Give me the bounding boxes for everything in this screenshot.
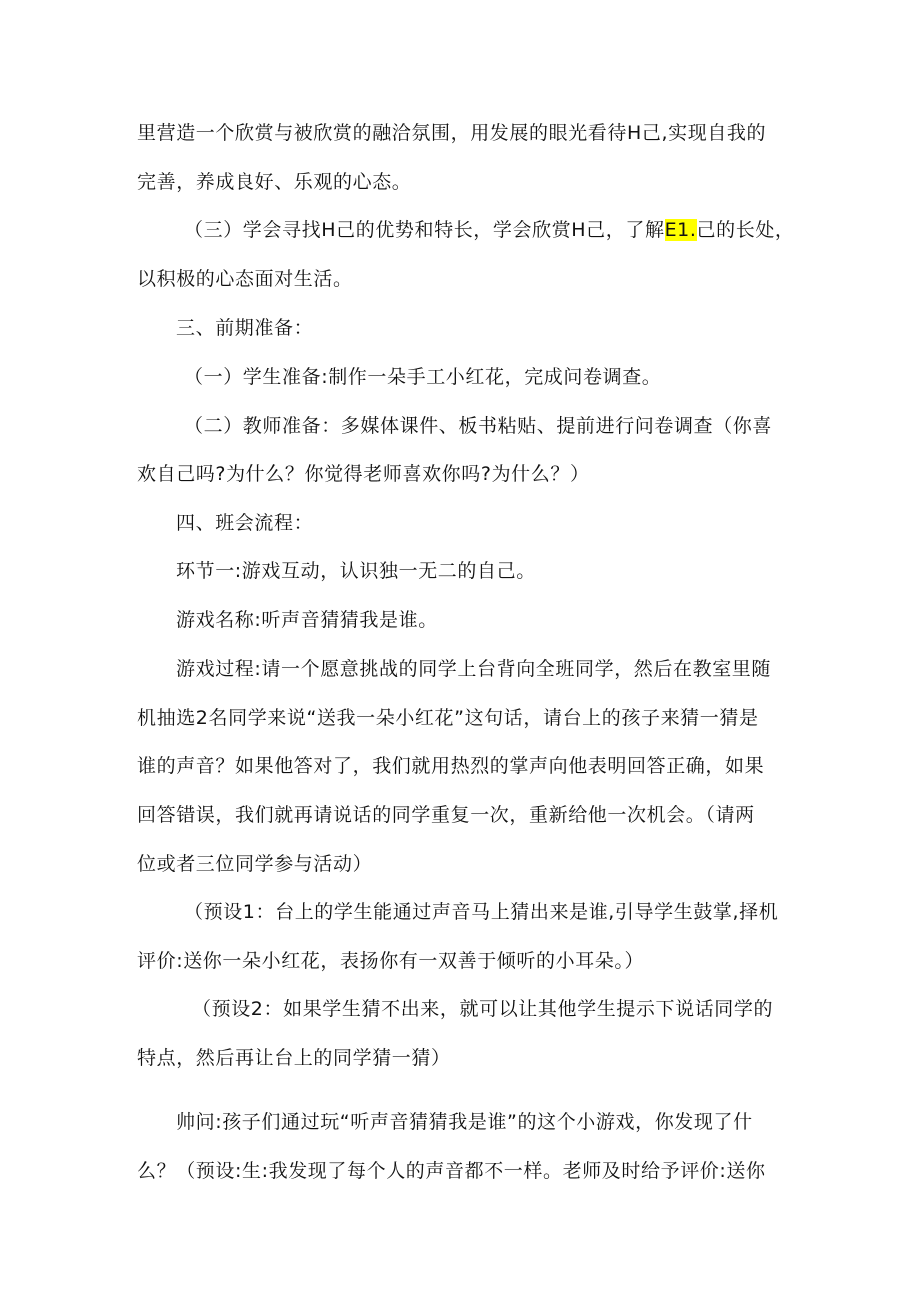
text-line: （预设1：台上的学生能通过声音马上猜出来是谁,引导学生鼓掌,择机: [184, 901, 779, 923]
text-line: 环节一:游戏互动，认识独一无二的自己。: [176, 560, 536, 582]
text-segment: （三）学会寻找H己的优势和特长，学会欣赏H己，了解: [184, 219, 665, 241]
text-line: （二）教师准备：多媒体课件、板书粘贴、提前进行问卷调查（你喜: [184, 415, 773, 437]
text-line: 游戏过程:请一个愿意挑战的同学上台背向全班同学，然后在教室里随: [176, 658, 772, 680]
text-line: 位或者三位同学参与活动）: [137, 853, 373, 875]
text-line: 游戏名称:听声音猜猜我是谁。: [176, 609, 438, 631]
text-line: （一）学生准备:制作一朵手工小红花，完成问卷调查。: [184, 366, 662, 388]
text-segment: 己的长处，: [696, 219, 795, 241]
text-line: 特点，然后再让台上的同学猜一猜）: [137, 1047, 451, 1069]
text-line: 帅问:孩子们通过玩“听声音猜猜我是谁”的这个小游戏，你发现了什: [176, 1111, 753, 1133]
highlighted-text: E1.: [664, 219, 697, 241]
text-line: [184, 217, 795, 243]
text-line: 么？（预设:生:我发现了每个人的声音都不一样。老师及时给予评价:送你: [137, 1160, 766, 1182]
text-line: （预设2：如果学生猜不出来，就可以让其他学生提示下说话同学的: [192, 998, 774, 1020]
text-line: 以积极的心态面对生活。: [137, 268, 353, 290]
text-line: 谁的声音？如果他答对了，我们就用热烈的掌声向他表明回答正确，如果: [137, 755, 765, 777]
text-line: 里营造一个欣赏与被欣赏的融洽氛围，用发展的眼光看待H己,实现自我的: [137, 122, 767, 144]
section-heading: 三、前期准备：: [176, 317, 314, 339]
text-line: 机抽选2名同学来说“送我一朵小红花”这句话，请台上的孩子来猜一猜是: [137, 707, 759, 729]
section-heading: 四、班会流程：: [176, 512, 314, 534]
text-line: 回答错误，我们就再请说话的同学重复一次，重新给他一次机会。（请两: [137, 804, 755, 826]
text-line: 欢自己吗?为什么？你觉得老师喜欢你吗?为什么？）: [137, 463, 590, 485]
text-line: 完善，养成良好、乐观的心态。: [137, 171, 412, 193]
text-line: 评价:送你一朵小红花，表扬你有一双善于倾听的小耳朵。）: [137, 950, 645, 972]
